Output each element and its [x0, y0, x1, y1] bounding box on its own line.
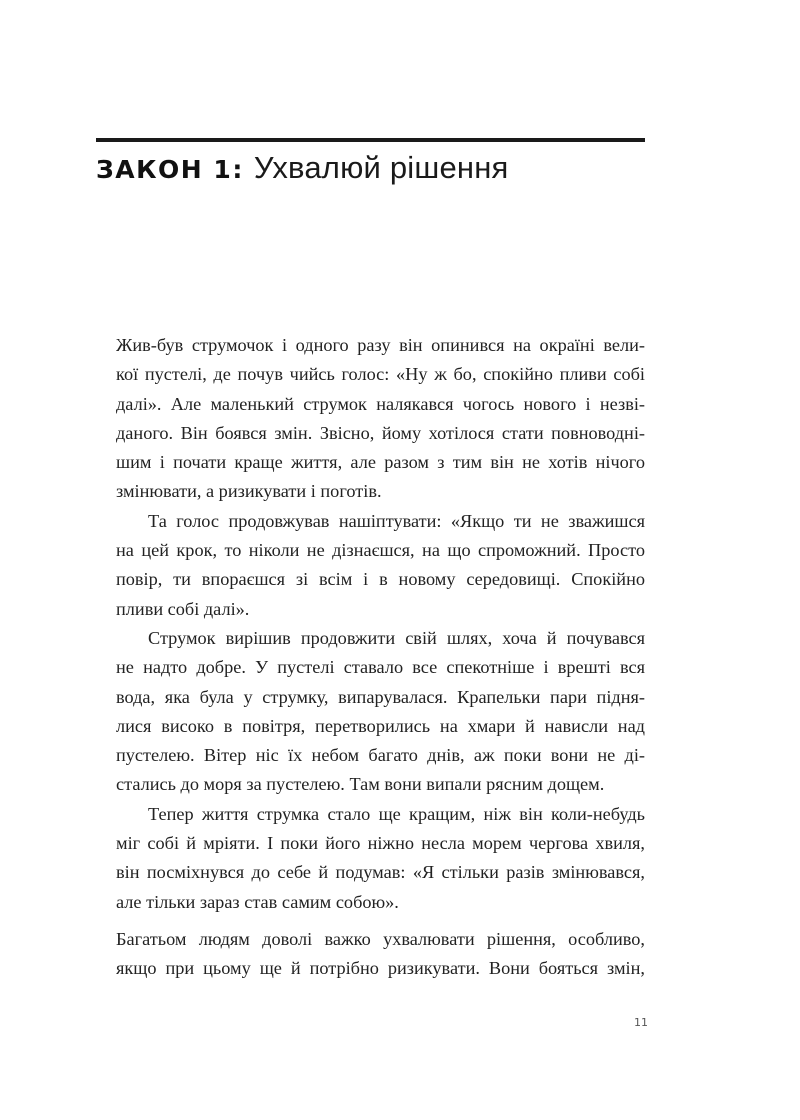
page-number: 11 — [634, 1016, 648, 1029]
text-line: Жив-був струмочок і одного разу він опинився на окраїні вели- — [116, 335, 645, 355]
text-line: Багатьом людям доволі важко ухвалювати рішення, особливо, — [116, 929, 645, 949]
text-line: шим і почати краще життя, але разом з тим він не хотів нічого — [116, 452, 645, 473]
text-line: стались до моря за пустелею. Там вони випали рясним дощем. — [116, 774, 605, 795]
chapter-heading — [96, 146, 656, 196]
text-line: Тепер життя струмка стало ще кращим, ніж він коли-небудь — [148, 803, 645, 824]
chapter-label: ЗАКОН 1: — [96, 155, 244, 184]
text-line: на цей крок, то ніколи не дізнаєшся, на що спроможний. Просто — [116, 540, 645, 561]
story-text — [116, 331, 645, 917]
text-line: далі». Але маленький струмок налякався чогось нового і незві- — [116, 393, 645, 414]
chapter-title: Ухвалюй рішення — [253, 150, 509, 185]
commentary-text — [116, 925, 645, 984]
text-line: кої пустелі, де почув чийсь голос: «Ну ж бо, спокійно пливи собі — [116, 364, 645, 385]
text-line: але тільки зараз став самим собою». — [116, 891, 399, 912]
text-line: змінювати, а ризикувати і поготів. — [116, 481, 382, 502]
text-line: пустелею. Вітер ніс їх небом багато днів, аж поки вони не ді- — [116, 745, 645, 766]
chapter-rule — [96, 138, 645, 142]
text-line: повір, ти впораєшся зі всім і в новому середовищі. Спокійно — [116, 569, 645, 590]
text-line: пливи собі далі». — [116, 598, 250, 619]
text-line: він посміхнувся до себе й подумав: «Я стільки разів змінювався, — [116, 862, 645, 883]
text-line: Струмок вирішив продовжити свій шлях, хоча й почувався — [148, 627, 645, 648]
text-line: Та голос продовжував нашіптувати: «Якщо ти не зважишся — [148, 510, 645, 531]
text-line: лися високо в повітря, перетворились на хмари й нависли над — [116, 715, 645, 736]
text-line: вода, яка була у струмку, випарувалася. Крапельки пари підня- — [116, 686, 645, 707]
text-line: даного. Він боявся змін. Звісно, йому хотілося стати повноводні- — [116, 422, 645, 443]
text-line: якщо при цьому ще й потрібно ризикувати. Вони бояться змін, — [116, 958, 645, 979]
text-line: не надто добре. У пустелі ставало все спекотніше і врешті вся — [116, 657, 645, 678]
text-line: міг собі й мріяти. І поки його ніжно несла морем чергова хвиля, — [116, 833, 645, 854]
